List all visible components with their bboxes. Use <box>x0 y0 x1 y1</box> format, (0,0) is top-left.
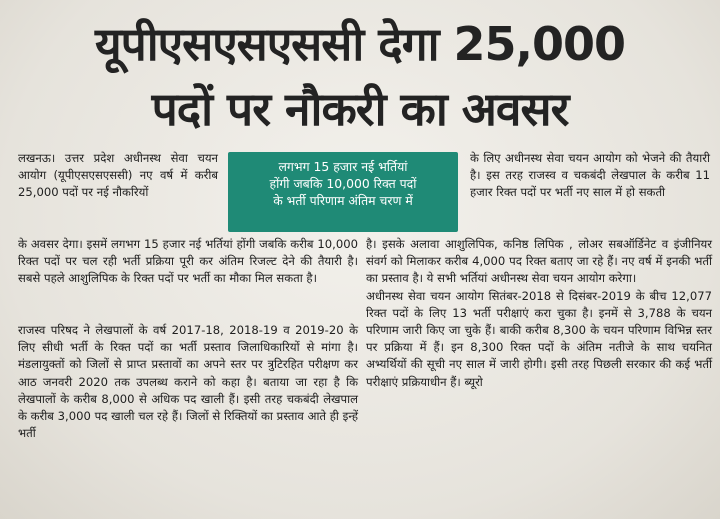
pull-quote-line: के भर्ती परिणाम अंतिम चरण में <box>273 193 413 208</box>
article-left-second <box>18 322 358 442</box>
article-paragraph: राजस्व परिषद ने लेखपालों के वर्ष 2017-18, 2018-19 व 2019-20 के लिए सीधी भर्ती के रिक्त पदों का भर्ती प्रस्ताव जिलाधिकारियों से मांगा है। मंडलायुक्तों को जिलों से प्राप्त प्रस्तावों का अपने स्तर पर त्रुटिरहित परीक्षण कर आठ जनवरी 2020 तक उपलब्ध कराने को कहा है। बताया जा रहा है कि लेखपालों के करीब 8,000 से अधिक पद खाली हैं। इसी तरह चकबंदी लेखपाल के करीब 3,000 पद खाली चल रहे हैं। जिलों से रिक्तियों का प्रस्ताव आते ही इन्हें भर्ती <box>18 323 358 441</box>
article-paragraph: के लिए अधीनस्थ सेवा चयन आयोग को भेजने की तैयारी है। इस तरह राजस्व व चकबंदी लेखपाल के करीब 11 हजार रिक्त पदों पर भर्ती नए साल में हो सकती <box>470 151 710 200</box>
headline-line-1: यूपीएसएसएससी देगा 25,000 <box>94 17 626 71</box>
article-paragraph: अधीनस्थ सेवा चयन आयोग सितंबर-2018 से दिसंबर-2019 के बीच 12,077 रिक्त पदों के लिए 13 भर्ती परीक्षाएं करा चुका है। इनमें से 3,788 के चयन परिणाम जारी किए जा चुके हैं। बाकी करीब 8,300 के चयन परिणाम विभिन्न स्तर पर प्रक्रिया में हैं। इन 8,300 रिक्त पदों के अंतिम नतीजे के साथ चयनित अभ्यर्थियों की सूची नए साल में जारी होगी। इसी तरह पिछली सरकार की कई भर्ती परीक्षाएं प्रक्रियाधीन हैं। ब्यूरो <box>366 288 712 389</box>
article-paragraph: है। इसके अलावा आशुलिपिक, कनिष्ठ लिपिक , लोअर सबऑर्डिनेट व इंजीनियर संवर्ग को मिलाकर करीब 4,000 पद रिक्त बताए जा रहे हैं। नए वर्ष में इनकी भर्ती का प्रस्ताव है। ये सभी भर्तियां अधीनस्थ सेवा चयन आयोग करेगा। <box>366 237 712 286</box>
article-left-intro <box>18 150 218 202</box>
article-right-intro <box>470 150 710 202</box>
pull-quote <box>228 152 458 232</box>
article-paragraph: लखनऊ। उत्तर प्रदेश अधीनस्थ सेवा चयन आयोग (यूपीएसएसएससी) नए वर्ष में करीब 25,000 पदों पर नई नौकरियों <box>18 151 218 200</box>
headline-line-2: पदों पर नौकरी का अवसर <box>151 82 569 136</box>
article-right-continued <box>366 236 712 391</box>
pull-quote-line: लगभग 15 हजार नई भर्तियां <box>278 159 408 174</box>
pull-quote-line: होंगी जबकि 10,000 रिक्त पदों <box>269 176 417 191</box>
article-paragraph: के अवसर देगा। इसमें लगभग 15 हजार नई भर्तियां होंगी जबकि करीब 10,000 रिक्त पदों पर चल रही भर्ती प्रक्रिया पूरी कर अंतिम रिजल्ट देने की तैयारी है। सबसे पहले आशुलिपिक के रिक्त पदों पर भर्ती का मौका मिल सकता है। <box>18 237 358 286</box>
article-left-continued <box>18 236 358 288</box>
